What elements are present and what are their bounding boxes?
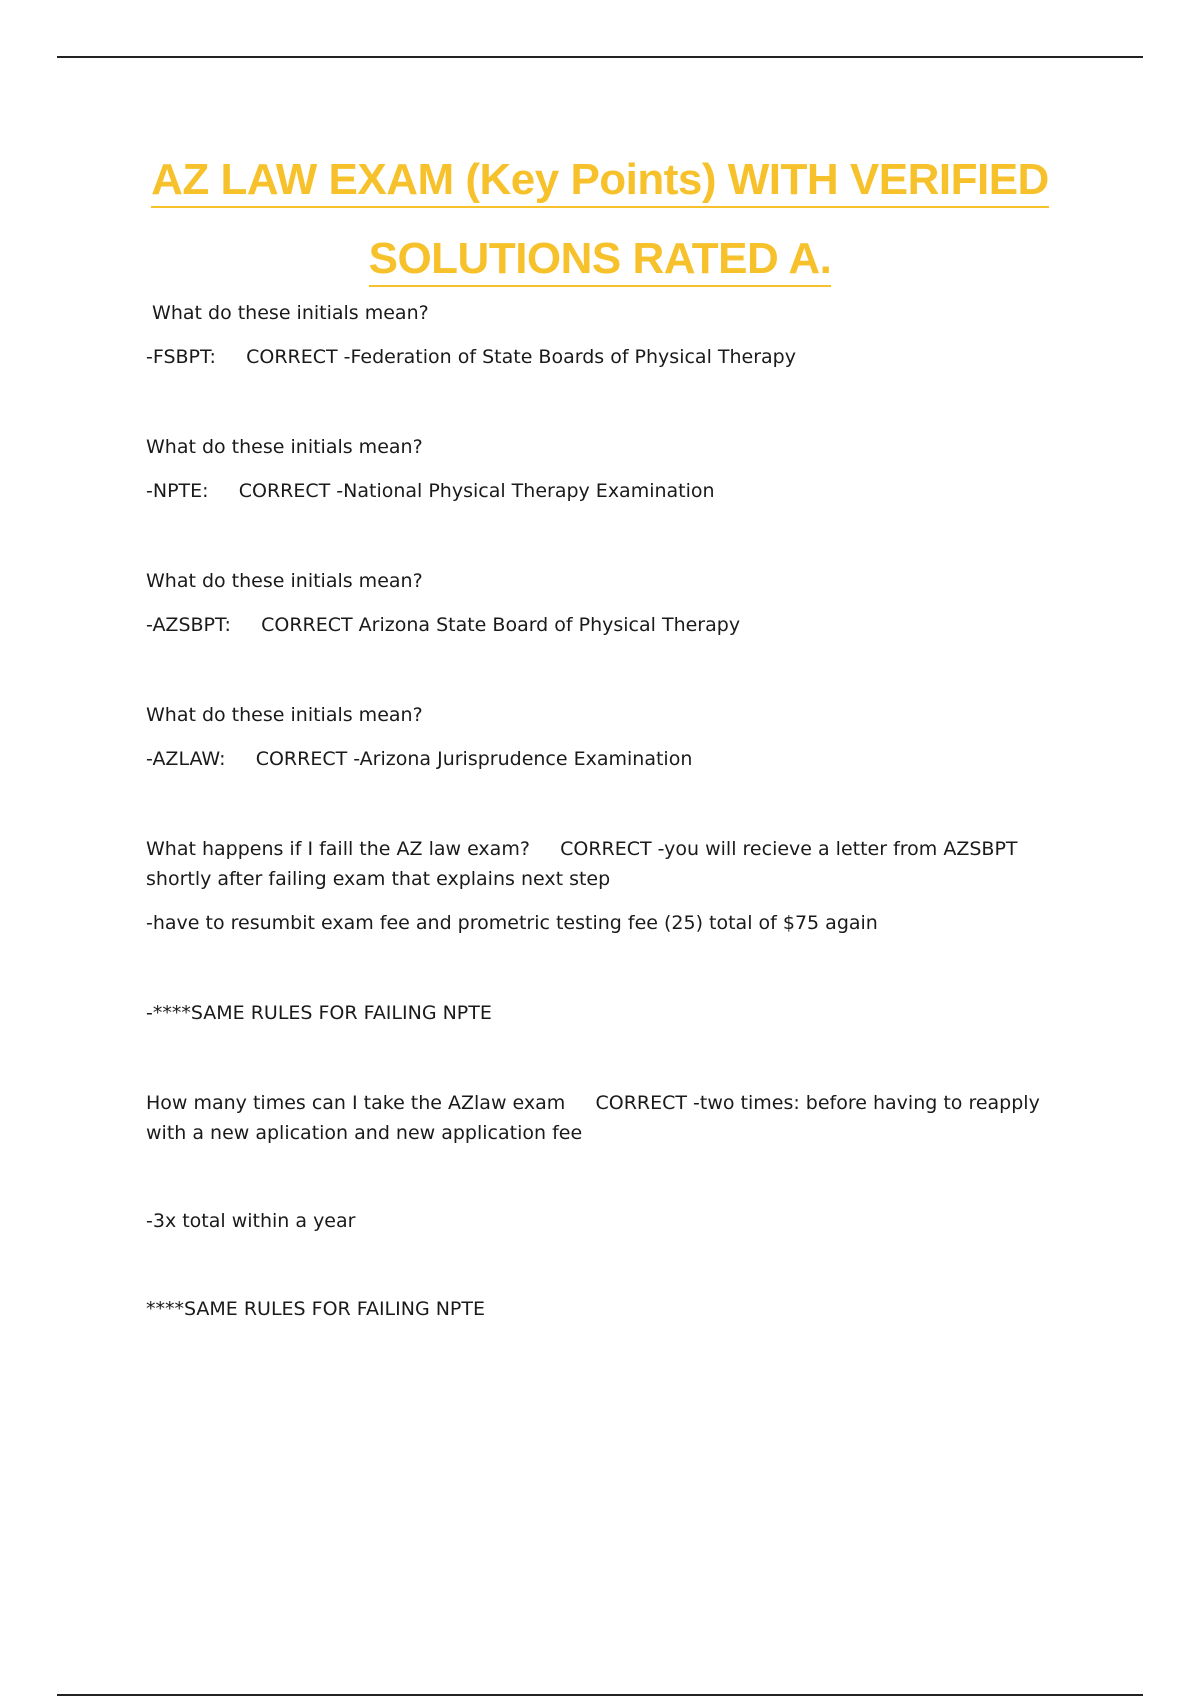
question-text: What do these initials mean? xyxy=(146,570,423,592)
question-answer-text: What happens if I faill the AZ law exam? CORRECT -you will recieve a letter from AZSBPT shortly after failing exam that explains next step xyxy=(146,838,1024,890)
document-title xyxy=(100,145,1100,303)
question-text: What do these initials mean? xyxy=(146,704,423,726)
answer-detail-text: -have to resumbit exam fee and prometric testing fee (25) total of $75 again xyxy=(146,912,878,934)
title-line-1: AZ LAW EXAM (Key Points) WITH VERIFIED xyxy=(151,154,1049,208)
question-answer-text: How many times can I take the AZlaw exam CORRECT -two times: before having to reapply with a new aplication and new application fee xyxy=(146,1092,1046,1144)
bottom-divider xyxy=(57,1694,1143,1696)
answer-text: -FSBPT: CORRECT -Federation of State Boards of Physical Therapy xyxy=(146,346,796,368)
answer-text: -AZSBPT: CORRECT Arizona State Board of Physical Therapy xyxy=(146,614,741,636)
note-text: -****SAME RULES FOR FAILING NPTE xyxy=(146,1002,492,1024)
note-text: ****SAME RULES FOR FAILING NPTE xyxy=(146,1298,486,1320)
top-divider xyxy=(57,56,1143,58)
question-text: What do these initials mean? xyxy=(146,436,423,458)
answer-text: -NPTE: CORRECT -National Physical Therapy Examination xyxy=(146,480,715,502)
document-body xyxy=(146,298,1086,1324)
answer-text: -AZLAW: CORRECT -Arizona Jurisprudence Examination xyxy=(146,748,693,770)
question-text: What do these initials mean? xyxy=(146,302,429,324)
answer-detail-text: -3x total within a year xyxy=(146,1210,356,1232)
title-line-2: SOLUTIONS RATED A. xyxy=(369,233,832,287)
